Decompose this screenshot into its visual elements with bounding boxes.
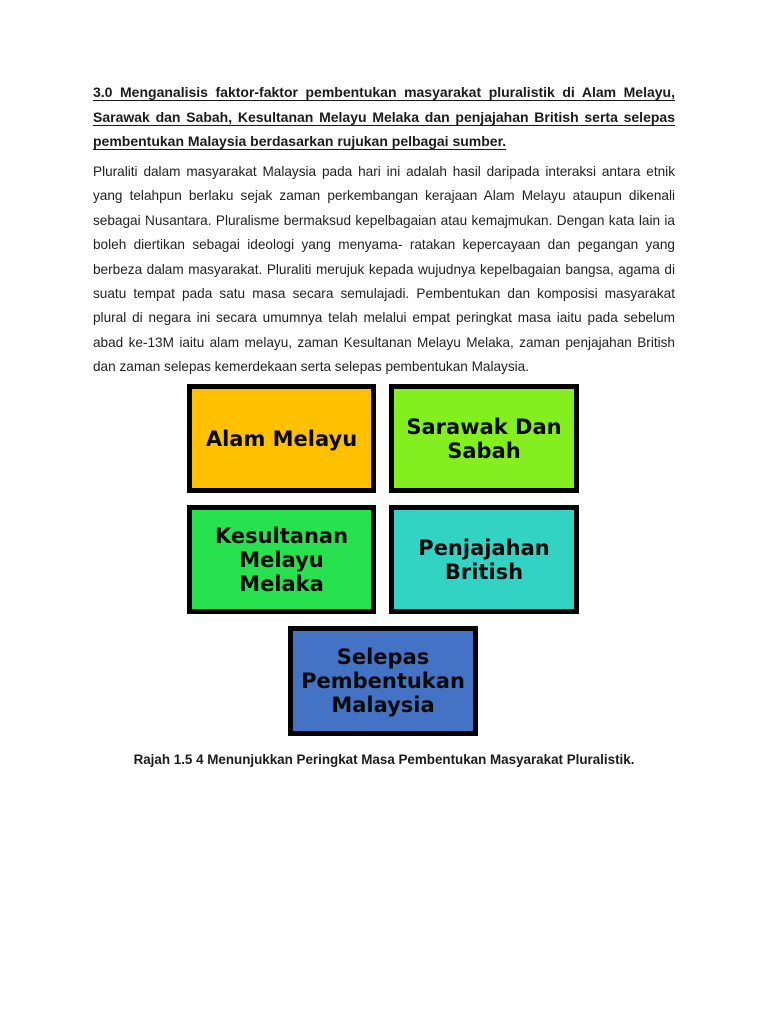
box-kesultanan-melaka [187,505,376,614]
box-kesultanan-melaka-label: Kesultanan Melayu Melaka [214,523,349,596]
box-sarawak-sabah [389,384,579,493]
body-paragraph: Pluraliti dalam masyarakat Malaysia pada hari ini adalah hasil daripada interaksi antara etnik yang telahpun berlaku sejak zaman perkembangan kerajaan Alam Melayu ataupun dikenali sebagai Nusantara. Pluralisme bermaksud kepelbagaian atau kemajmukan. Dengan kata lain ia boleh diertikan sebagai ideologi yang menyama- ratakan kepercayaan dan pegangan yang berbeza dalam masyarakat. Pluraliti merujuk kepada wujudnya kepelbagaian bangsa, agama di suatu tempat pada satu masa secara semulajadi. Pembentukan dan komposisi masyarakat plural di negara ini secara umumnya telah melalui empat peringkat masa iaitu pada sebelum abad ke-13M iaitu alam melayu, zaman Kesultanan Melayu Melaka, zaman penjajahan British dan zaman selepas kemerdekaan serta selepas pembentukan Malaysia. [93,164,675,375]
box-penjajahan-british-label: Penjajahan British [418,535,550,584]
box-alam-melayu-label: Alam Melayu [205,426,358,451]
box-penjajahan-british [389,505,579,614]
box-selepas-pembentukan-label: Selepas Pembentukan Malaysia [301,645,465,717]
box-alam-melayu [187,384,376,493]
figure-caption: Rajah 1.5 4 Menunjukkan Peringkat Masa Pembentukan Masyarakat Pluralistik. [133,752,635,767]
box-selepas-pembentukan [288,626,478,736]
section-heading: 3.0 Menganalisis faktor-faktor pembentukan masyarakat pluralistik di Alam Melayu, Sarawak dan Sabah, Kesultanan Melayu Melaka dan penjajahan British serta selepas pembentukan Malaysia berdasarkan rujukan pelbagai sumber. [93,84,675,149]
box-sarawak-sabah-label: Sarawak Dan Sabah [406,414,562,463]
